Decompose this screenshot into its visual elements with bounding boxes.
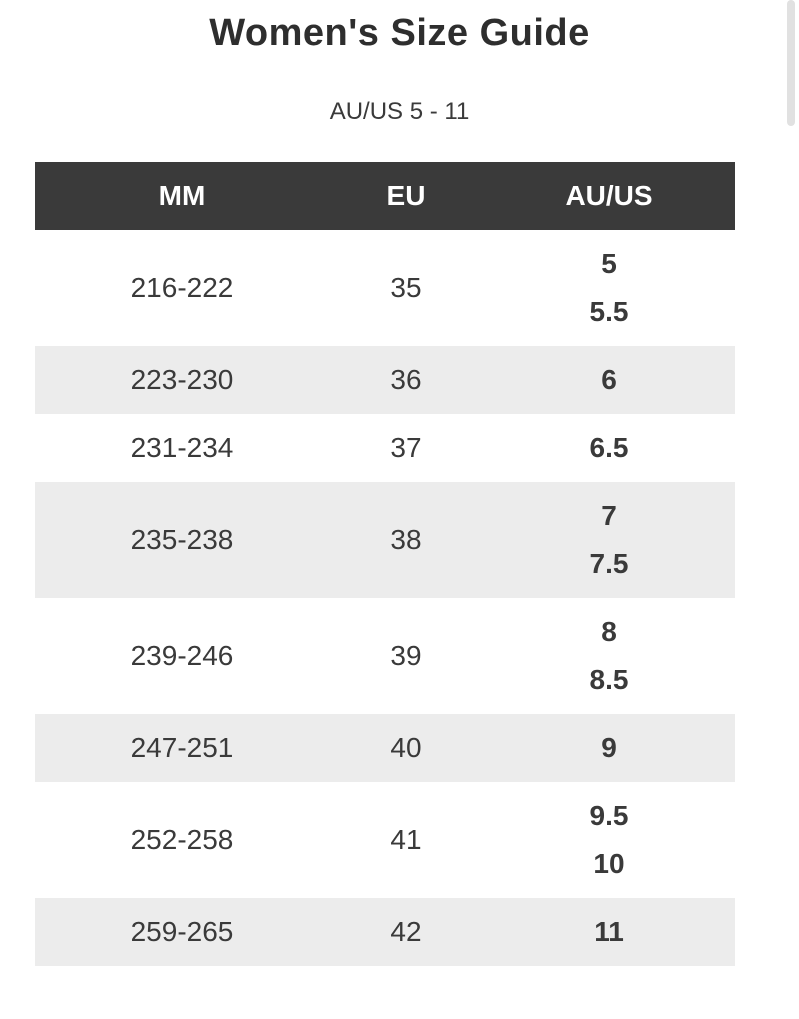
size-table: [35, 162, 735, 966]
page-title: Women's Size Guide: [209, 12, 590, 54]
column-header-mm: MM: [35, 162, 329, 230]
column-header-auus: AU/US: [483, 162, 735, 230]
eu-value: 37: [390, 432, 422, 463]
table-row: [35, 782, 735, 898]
eu-value: 38: [390, 524, 422, 555]
page-subtitle: AU/US 5 - 11: [329, 98, 470, 125]
auus-size: 8.5: [589, 664, 629, 695]
auus-size: 6: [601, 364, 617, 395]
mm-value: 235-238: [130, 524, 234, 555]
mm-value: 247-251: [130, 732, 234, 763]
size-table-header: [35, 162, 735, 230]
auus-value: [483, 482, 735, 598]
table-row: [35, 482, 735, 598]
auus-value: [483, 714, 735, 782]
table-row: [35, 346, 735, 414]
auus-size: 10: [593, 848, 625, 879]
mm-value: 231-234: [130, 432, 234, 463]
vertical-scrollbar-thumb[interactable]: [787, 0, 795, 126]
table-row: [35, 598, 735, 714]
mm-value: 216-222: [130, 272, 234, 303]
auus-value: [483, 346, 735, 414]
auus-value: [483, 414, 735, 482]
auus-size: 5: [601, 248, 617, 279]
auus-size: 9: [601, 732, 617, 763]
mm-value: 239-246: [130, 640, 234, 671]
auus-value: [483, 598, 735, 714]
auus-size: 11: [594, 916, 624, 947]
auus-value: [483, 898, 735, 966]
auus-size: 7: [601, 500, 617, 531]
table-row: [35, 414, 735, 482]
auus-size: 9.5: [589, 800, 629, 831]
column-header-eu: EU: [329, 162, 483, 230]
auus-size: 5.5: [589, 296, 629, 327]
auus-size: 8: [601, 616, 617, 647]
eu-value: 42: [390, 916, 422, 947]
eu-value: 41: [390, 824, 422, 855]
eu-value: 40: [390, 732, 422, 763]
auus-size: 7.5: [589, 548, 629, 579]
table-row: [35, 714, 735, 782]
mm-value: 223-230: [130, 364, 234, 395]
table-row: [35, 898, 735, 966]
auus-size: 6.5: [589, 432, 629, 463]
eu-value: 35: [390, 272, 422, 303]
auus-value: [483, 230, 735, 346]
eu-value: 39: [390, 640, 422, 671]
mm-value: 252-258: [130, 824, 234, 855]
auus-value: [483, 782, 735, 898]
table-row: [35, 230, 735, 346]
mm-value: 259-265: [130, 916, 234, 947]
eu-value: 36: [390, 364, 422, 395]
